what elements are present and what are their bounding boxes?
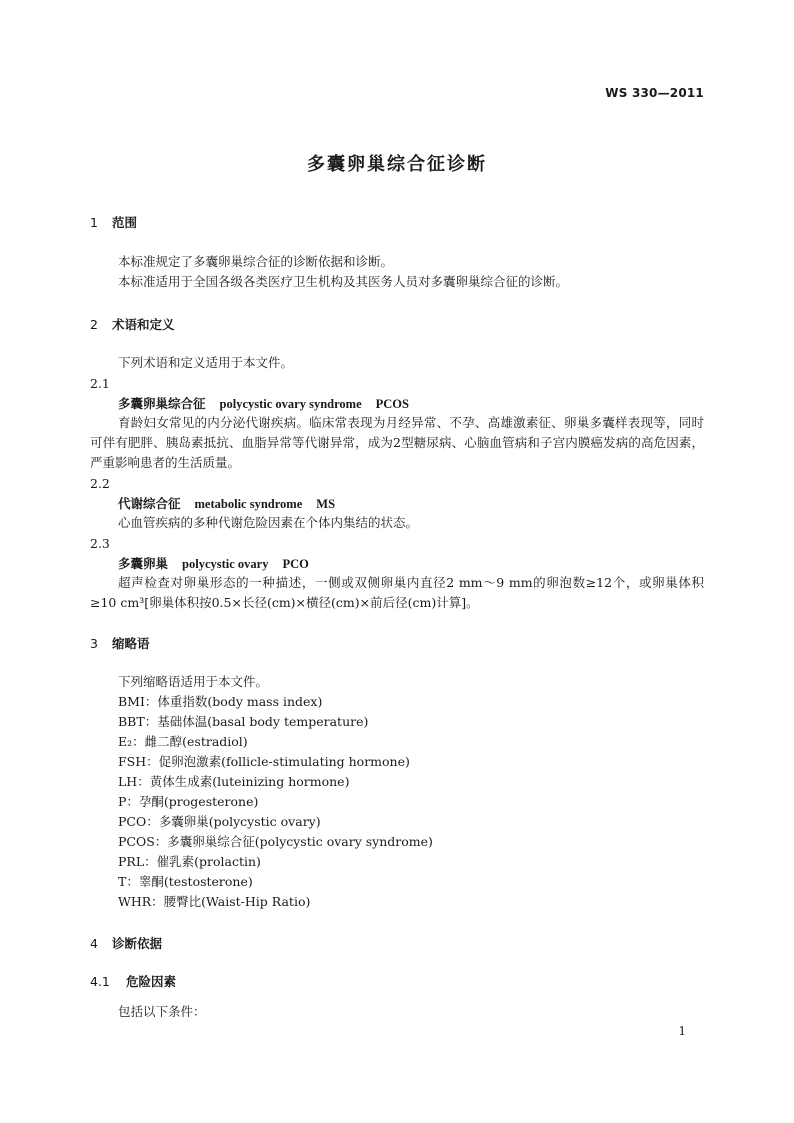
section-1-heading — [90, 213, 137, 231]
subsection-number: 4.1 — [90, 974, 110, 989]
document-title: 多囊卵巢综合征诊断 — [307, 154, 487, 175]
abbreviation-item: LH：黄体生成素(luteinizing hormone) — [118, 774, 350, 789]
abbreviation-item: WHR：腰臀比(Waist-Hip Ratio) — [118, 894, 311, 909]
section-number: 1 — [90, 215, 98, 230]
abbreviation-item: P：孕酮(progesterone) — [118, 794, 259, 809]
section-title: 缩略语 — [112, 636, 150, 651]
term-number: 2.2 — [90, 476, 110, 491]
abbreviation-item: E₂：雌二醇(estradiol) — [118, 734, 248, 749]
term-definition: 超声检查对卵巢形态的一种描述，一侧或双侧卵巢内直径2 mm～9 mm的卵泡数≥12个，或卵巢体积≥10 cm³[卵巢体积按0.5×长径(cm)×横径(cm)×前后径(cm)计算]。 — [90, 575, 704, 610]
term-abbr: PCOS — [375, 397, 409, 411]
section-1-paragraph: 本标准适用于全国各级各类医疗卫生机构及其医务人员对多囊卵巢综合征的诊断。 — [118, 274, 569, 289]
term-en: polycystic ovary syndrome — [219, 397, 362, 411]
abbreviation-item: PCOS：多囊卵巢综合征(polycystic ovary syndrome) — [118, 834, 433, 849]
section-title: 诊断依据 — [112, 936, 163, 951]
subsection-title: 危险因素 — [126, 974, 177, 989]
abbreviation-item: T：睾酮(testosterone) — [118, 874, 253, 889]
term-heading — [118, 394, 409, 412]
section-2-heading — [90, 315, 175, 333]
term-zh: 多囊卵巢 — [118, 556, 169, 571]
abbreviation-item: FSH：促卵泡激素(follicle-stimulating hormone) — [118, 754, 410, 769]
section-number: 4 — [90, 936, 98, 951]
term-abbr: MS — [316, 497, 336, 511]
term-en: metabolic syndrome — [194, 497, 303, 511]
term-number: 2.3 — [90, 536, 110, 551]
term-heading — [118, 494, 335, 512]
section-1-paragraph: 本标准规定了多囊卵巢综合征的诊断依据和诊断。 — [118, 254, 394, 269]
term-zh: 代谢综合征 — [118, 496, 181, 511]
section-title: 术语和定义 — [112, 317, 175, 332]
subsection-4-1-heading — [90, 972, 176, 990]
abbreviation-item: PRL：催乳素(prolactin) — [118, 854, 261, 869]
term-heading — [118, 554, 309, 572]
section-3-heading — [90, 634, 150, 652]
subsection-intro: 包括以下条件： — [118, 1004, 206, 1019]
term-abbr: PCO — [282, 557, 309, 571]
section-number: 2 — [90, 317, 98, 332]
abbreviation-item: BBT：基础体温(basal body temperature) — [118, 714, 369, 729]
section-4-heading — [90, 934, 162, 952]
section-title: 范围 — [112, 215, 138, 230]
term-definition: 心血管疾病的多种代谢危险因素在个体内集结的状态。 — [118, 515, 419, 530]
term-zh: 多囊卵巢综合征 — [118, 396, 206, 411]
abbreviation-item: PCO：多囊卵巢(polycystic ovary) — [118, 814, 321, 829]
term-number: 2.1 — [90, 376, 110, 391]
abbreviation-item: BMI：体重指数(body mass index) — [118, 694, 323, 709]
term-en: polycystic ovary — [182, 557, 269, 571]
standard-number: WS 330—2011 — [605, 86, 704, 100]
section-2-intro: 下列术语和定义适用于本文件。 — [118, 355, 294, 370]
section-3-intro: 下列缩略语适用于本文件。 — [118, 674, 269, 689]
page-number: 1 — [678, 1024, 686, 1038]
section-number: 3 — [90, 636, 98, 651]
term-definition: 育龄妇女常见的内分泌代谢疾病。临床常表现为月经异常、不孕、高雄激素征、卵巢多囊样表现等，同时可伴有肥胖、胰岛素抵抗、血脂异常等代谢异常，成为2型糖尿病、心脑血管病和子宫内膜癌发病的高危因素，严重影响患者的生活质量。 — [90, 415, 704, 470]
